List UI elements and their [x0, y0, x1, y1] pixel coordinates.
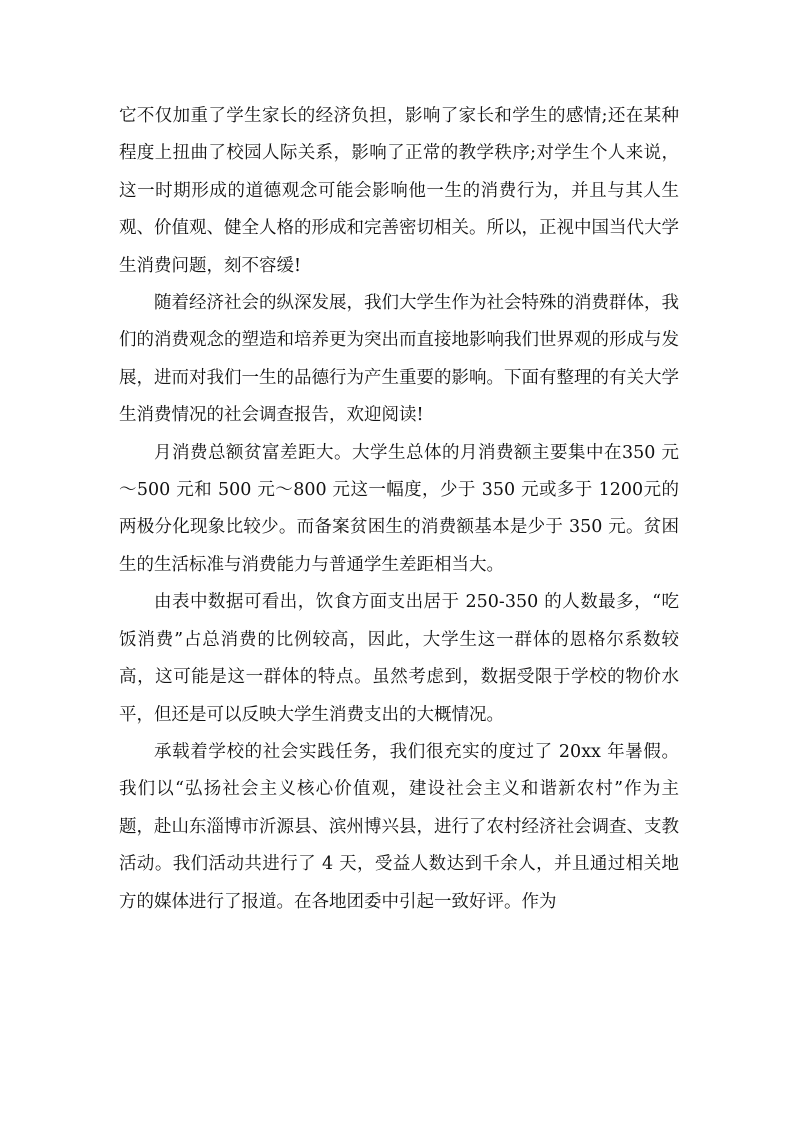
document-body	[119, 98, 679, 921]
paragraph-1: 它不仅加重了学生家长的经济负担，影响了家长和学生的感情;还在某种程度上扭曲了校园人际关系，影响了正常的教学秩序;对学生个人来说，这一时期形成的道德观念可能会影响他一生的消费行为，并且与其人生观、价值观、健全人格的形成和完善密切相关。所以，正视中国当代大学生消费问题，刻不容缓!	[119, 106, 679, 276]
paragraph-3: 月消费总额贫富差距大。大学生总体的月消费额主要集中在350 元～500 元和 500 元～800 元这一幅度，少于 350 元或多于 1200元的两极分化现象比较少。而备案贫困生的消费额基本是少于 350 元。贫困生的生活标准与消费能力与普通学生差距相当大。	[119, 442, 679, 575]
paragraph-2: 随着经济社会的纵深发展，我们大学生作为社会特殊的消费群体，我们的消费观念的塑造和培养更为突出而直接地影响我们世界观的形成与发展，进而对我们一生的品德行为产生重要的影响。下面有整理的有关大学生消费情况的社会调查报告，欢迎阅读!	[119, 293, 679, 426]
paragraph-5: 承载着学校的社会实践任务，我们很充实的度过了 20xx 年暑假。我们以“弘扬社会主义核心价值观，建设社会主义和谐新农村”作为主题，赴山东淄博市沂源县、滨州博兴县，进行了农村经济社会调查、支教活动。我们活动共进行了 4 天，受益人数达到千余人，并且通过相关地方的媒体进行了报道。在各地团委中引起一致好评。作为	[119, 741, 679, 912]
paragraph-4: 由表中数据可看出，饮食方面支出居于 250-350 的人数最多，“吃饭消费”占总消费的比例较高，因此，大学生这一群体的恩格尔系数较高，这可能是这一群体的特点。虽然考虑到，数据受限于学校的物价水平，但还是可以反映大学生消费支出的大概情况。	[119, 592, 679, 725]
